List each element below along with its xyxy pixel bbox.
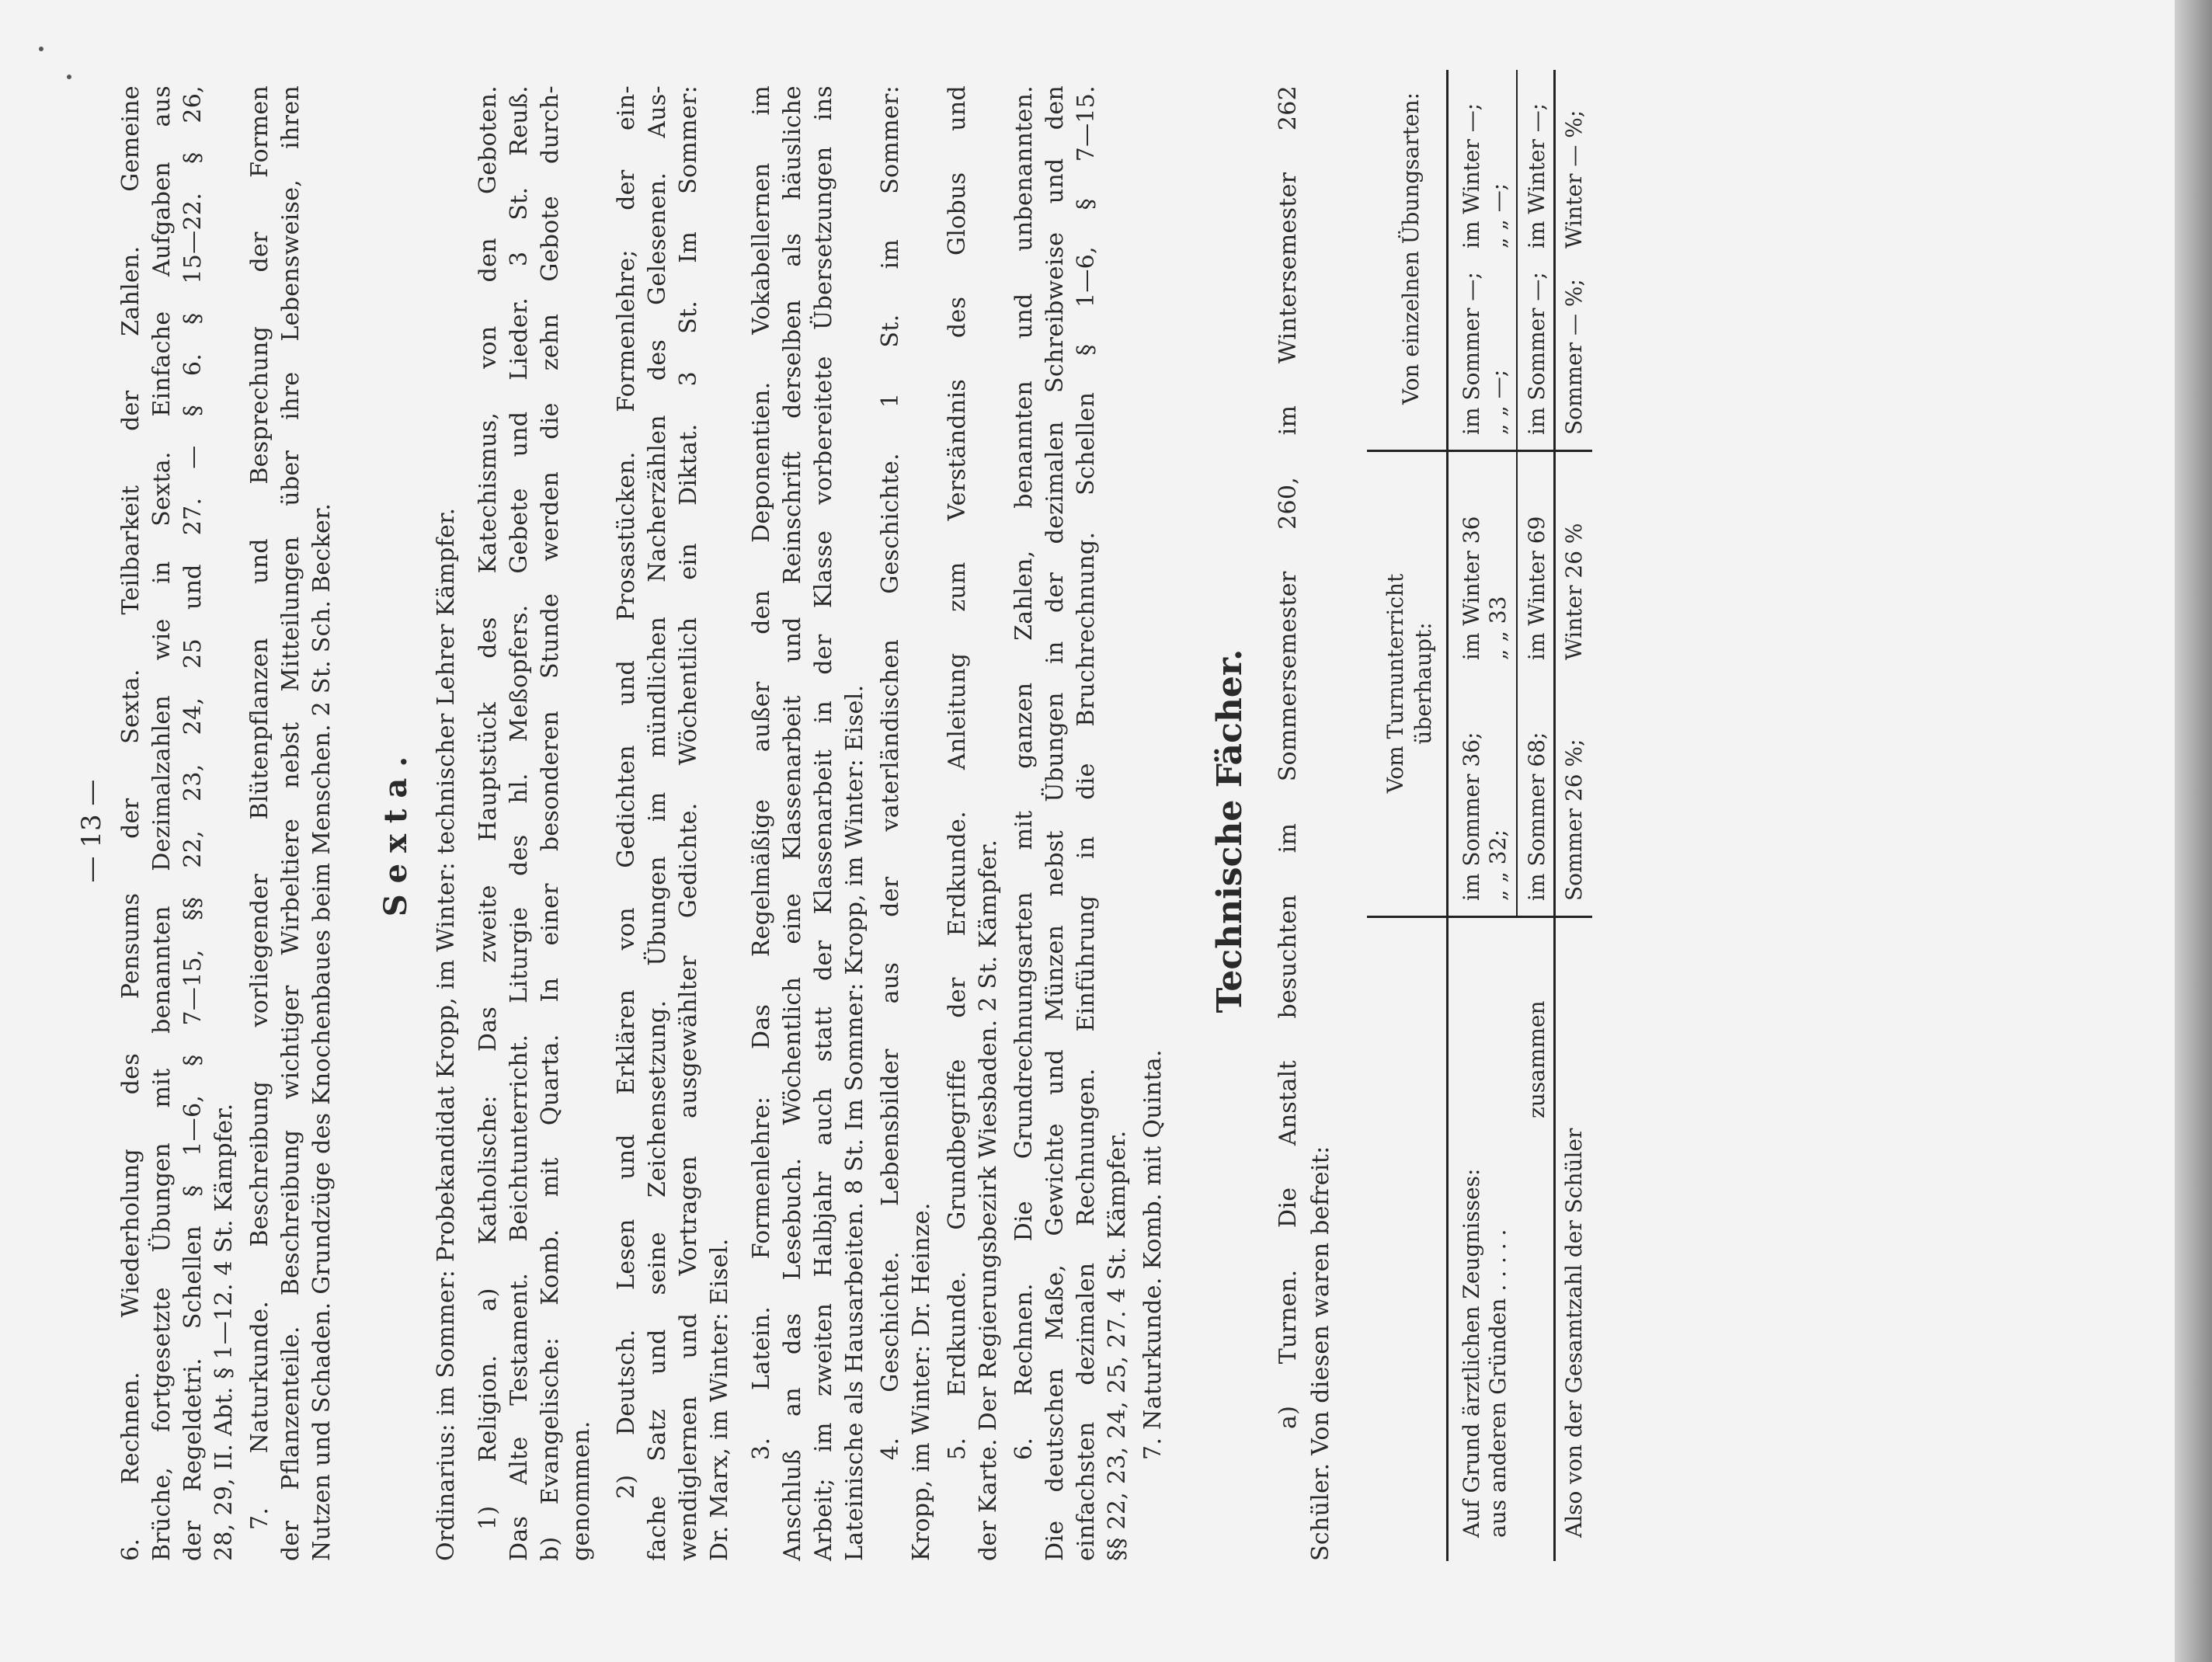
religion-line-1: 1) Religion. a) Katholische: Das zweite Hauptstück des Katechismus, von den Geboten. [475,85,502,1530]
table-cell: „ „ 32; [1485,829,1511,901]
sexta-rechnen-line-1: 6. Rechnen. Die Grundrechnungsarten mit ganzen Zahlen, benannten und unbenannten. [1010,85,1038,1460]
table-cell: im Sommer 68; [1524,732,1549,901]
rechnen-line-2: Brüche, fortgesetzte Übungen mit benannten Dezimalzahlen wie in Sexta. Einfache Aufgaben aus [148,85,176,1561]
table-col-header-partial: Von einzelnen Übungsarten: [1398,92,1424,405]
rechnen-line-3: der Regeldetri. Schellen § 1—6, § 7—15, §§ 22, 23, 24, 25 und 27. — § 6. § 15—22. § 26, [179,85,207,1561]
table-row-label: aus anderen Gründen . . . . . [1485,1229,1511,1538]
table-cell: Sommer — %; [1561,279,1587,435]
table-cell: im Winter —; [1459,103,1484,249]
erdkunde-line-1: 5. Erdkunde. Grundbegriffe der Erdkunde. Anleitung zum Verständnis des Globus und [944,85,971,1460]
turnen-line-1: a) Turnen. Die Anstalt besuchten im Sommersemester 260, im Wintersemester 262 [1275,85,1302,1429]
table-cell: „ „ —; [1485,369,1511,435]
latein-line-4: Lateinische als Hausarbeiten. 8 St. Im Sommer: Kropp, im Winter: Eisel. [841,684,868,1561]
table-sum-rule [1516,70,1518,916]
erdkunde-line-2: der Karte. Der Regierungsbezirk Wiesbaden. 2 St. Kämpfer. [975,839,1002,1561]
table-cell: im Winter 36 [1459,516,1484,660]
deutsch-line-4: Dr. Marx, im Winter: Eisel. [706,1238,733,1561]
latein-line-3: Arbeit; im zweiten Halbjahr auch statt der Klassenarbeit in der Klasse vorbereitete Übersetzungen ins [810,85,837,1561]
table-col-header-overall-sub: überhaupt: [1410,622,1436,745]
religion-line-2: Das Alte Testament. Beichtunterricht. Liturgie des hl. Meßopfers. Gebete und Lieder. 3 St. Reuß. [506,85,533,1561]
naturkunde-line-1: 7. Naturkunde. Beschreibung vorliegender Blütenpflanzen und Besprechung der Formen [246,85,273,1530]
table-cell: im Sommer —; [1524,272,1549,435]
latein-line-1: 3. Latein. Formenlehre: Das Regelmäßige außer den Deponentien. Vokabellernen im [748,85,775,1460]
table-top-rule [1446,70,1449,1561]
table-row-label: Also von der Gesamtzahl der Schüler [1561,1128,1587,1538]
table-cell: „ „ —; [1485,183,1511,249]
table-cell: im Sommer —; [1459,272,1484,435]
religion-line-4: genommen. [568,1420,595,1561]
naturkunde-line-2: der Pflanzenteile. Beschreibung wichtiger Wirbeltiere nebst Mitteilungen über ihre Lebensweise, ihren [277,85,304,1561]
rechnen-line-1: 6. Rechnen. Wiederholung des Pensums der Sexta. Teilbarkeit der Zahlen. Gemeine [117,85,144,1561]
turnen-line-2: Schüler. Von diesen waren befreit: [1307,1146,1334,1561]
geschichte-line-2: Kropp, im Winter: Dr. Heinze. [908,1202,935,1561]
table-cell: Winter 26 % [1561,523,1587,660]
sexta-naturkunde-line-1: 7. Naturkunde. Komb. mit Quinta. [1139,1049,1167,1460]
table-divider-2 [1367,450,1592,452]
table-cell: im Winter 69 [1524,516,1549,660]
section-heading-sexta: Sexta. [377,745,414,917]
sexta-rechnen-line-2: Die deutschen Maße, Gewichte und Münzen nebst Übungen in der dezimalen Schreibweise und den [1042,85,1069,1561]
naturkunde-line-3: Nutzen und Schaden. Grundzüge des Knochenbaues beim Menschen. 2 St. Sch. Becker. [308,502,336,1561]
table-row-label: Auf Grund ärztlichen Zeugnisses: [1459,1168,1484,1538]
page-number: — 13 — [76,779,107,883]
table-cell: Sommer 26 %; [1561,739,1587,901]
table-cell: im Sommer 36; [1459,732,1484,901]
table-col-header-overall: Vom Turnunterricht [1382,573,1408,794]
table-bottom-rule [1553,70,1556,1561]
table-cell: Winter — %; [1561,110,1587,249]
sexta-ordinarius: Ordinarius: im Sommer: Probekandidat Kropp, im Winter: technischer Lehrer Kämpfer. [433,507,460,1561]
table-cell: „ „ 33 [1485,596,1511,660]
table-row-label: zusammen [1524,1000,1549,1118]
table-cell: im Winter —; [1524,103,1549,249]
sexta-rechnen-line-3: einfachsten dezimalen Rechnungen. Einführung in die Bruchrechnung. Schellen § 1—6, § 7—15. [1073,85,1100,1561]
latein-line-2: Anschluß an das Lesebuch. Wöchentlich eine Klassenarbeit und Reinschrift derselben als häusliche [779,85,806,1561]
religion-line-3: b) Evangelische: Komb. mit Quarta. In einer besonderen Stunde werden die zehn Gebote durch- [537,85,564,1561]
geschichte-line-1: 4. Geschichte. Lebensbilder aus der vaterländischen Geschichte. 1 St. im Sommer: [877,85,904,1460]
deutsch-line-2: fache Satz und seine Zeichensetzung. Übungen im mündlichen Nacherzählen des Gelesenen. Aus- [644,85,671,1561]
table-divider-1 [1367,916,1592,918]
deutsch-line-3: wendiglernen und Vortragen ausgewählter Gedichte. Wöchentlich ein Diktat. 3 St. Im Sommer: [675,85,702,1561]
sexta-rechnen-line-4: §§ 22, 23, 24, 25, 27. 4 St. Kämpfer. [1104,1130,1131,1561]
rechnen-line-4: 28, 29, II. Abt. § 1—12. 4 St. Kämpfer. [210,1103,238,1561]
deutsch-line-1: 2) Deutsch. Lesen und Erklären von Gedichten und Prosastücken. Formenlehre; der ein- [613,85,640,1499]
section-heading-technische-faecher: Technische Fächer. [1210,648,1250,1014]
